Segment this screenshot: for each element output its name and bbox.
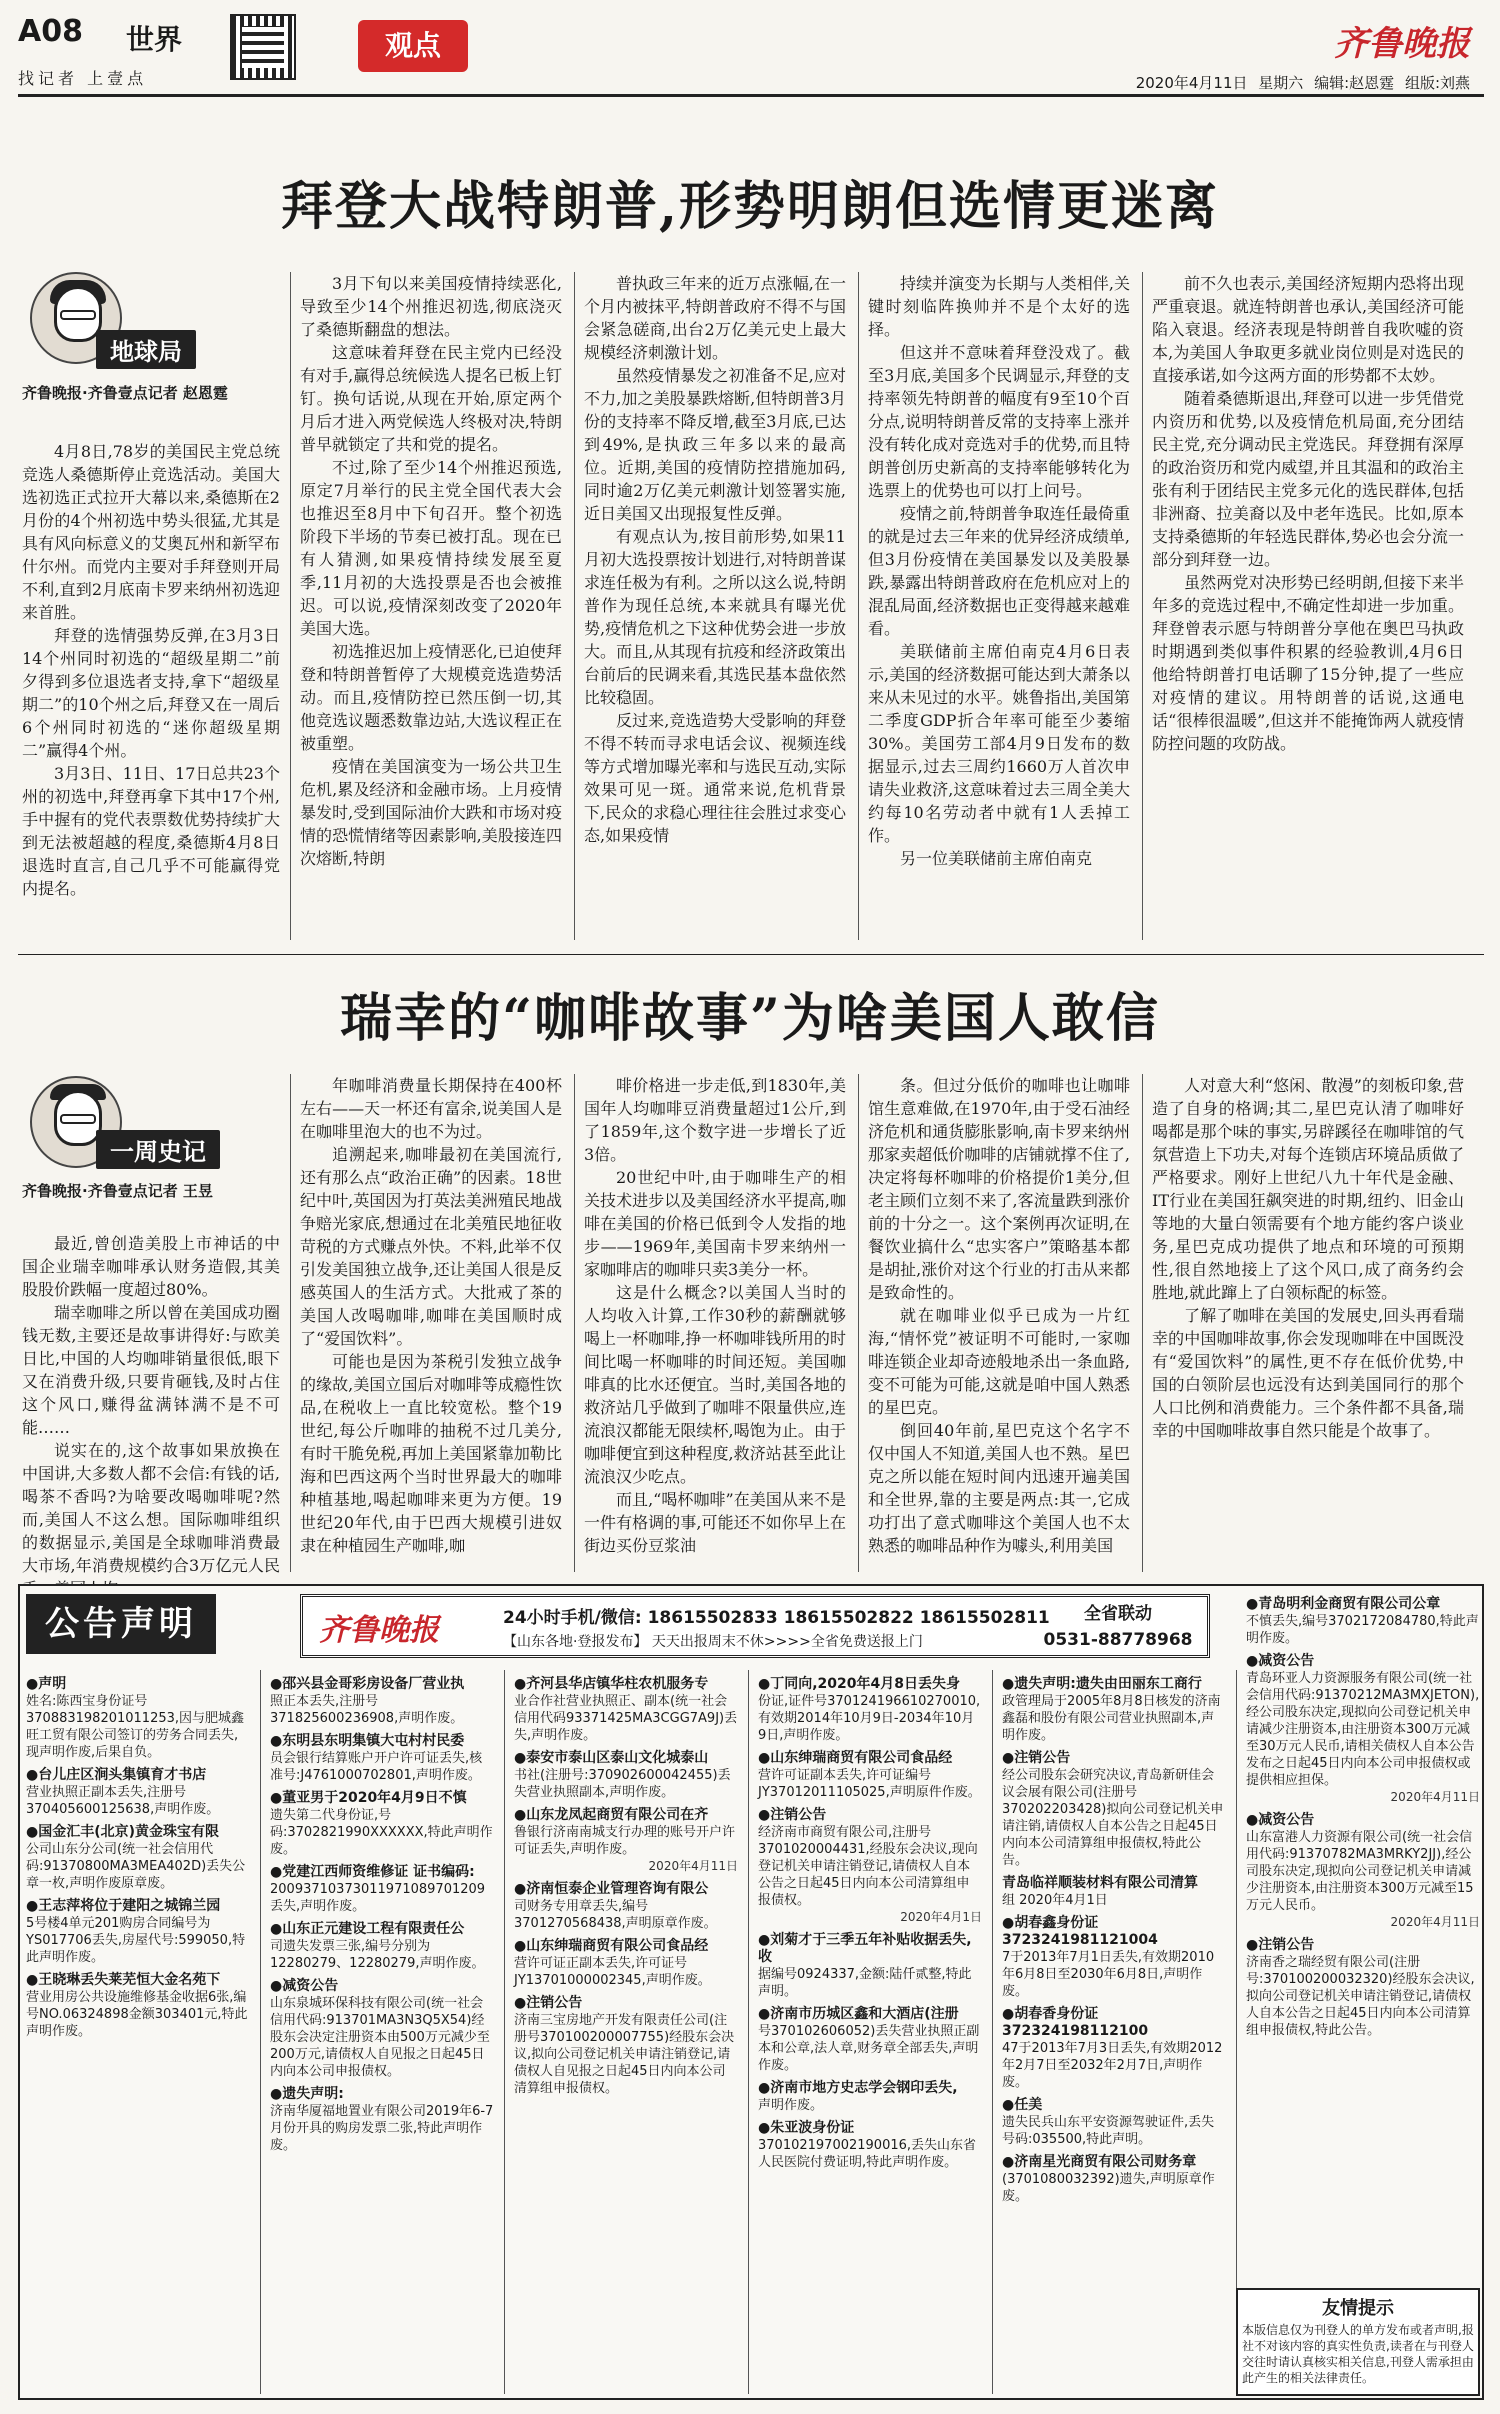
paragraph: 倒回40年前,星巴克这个名字不仅中国人不知道,美国人也不熟。星巴克之所以能在短时间内迅速开遍美国和全世界,靠的主要是两点:其一,它成功打出了意式咖啡这个美国人也不太熟悉的咖啡品种作为噱头,利用美国 (868, 1421, 1130, 1555)
notice-date: 2020年4月1日 (900, 1910, 982, 1924)
banner-phone: 24小时手机/微信: 18615502833 18615502822 18615502811 (503, 1608, 1050, 1628)
notice-text: 书社(注册号:370902600042455)丢失营业执照副本,声明作废。 (514, 1768, 731, 1800)
notice-heading: ●邵兴县金哥彩房设备厂营业执 (270, 1676, 465, 1692)
notice-item (26, 1972, 250, 2040)
paragraph: 但这并不意味着拜登没戏了。截至3月底,美国多个民调显示,拜登的支持率领先特朗普的幅度有9至10个百分点,说明特朗普反常的支持率上涨并没有转化成对竞选对手的优势,而且特朗普创历史新高的支持率能够转化为选票上的优势也可以打上问号。 (868, 343, 1130, 500)
notice-item (270, 1864, 494, 1915)
tip-title: 友情提示 (1322, 2298, 1394, 2319)
notice-text: 遗失第二代身份证,号码:3702821990XXXXXX,特此声明作废。 (270, 1808, 493, 1857)
notice-heading: ●注销公告 (514, 1995, 583, 2011)
notice-text: 照正本丢失,注册号371825600236908,声明作废。 (270, 1694, 464, 1726)
notice-heading: ●济南恒泰企业管理咨询有限公 (514, 1881, 709, 1897)
article1-headline: 拜登大战特朗普,形势明朗但选情更迷离 (280, 176, 1220, 237)
notice-text: 鲁银行济南南城支行办理的账号开户许可证丢失,声明作废。 (514, 1825, 736, 1857)
friendly-tip (1236, 2288, 1480, 2396)
notice-heading: ●台儿庄区涧头集镇育才书店 (26, 1767, 207, 1783)
notice-heading: ●减资公告 (270, 1978, 339, 1994)
notice-heading: ●胡春鑫身份证 3723241981121004 (1002, 1915, 1158, 1948)
notice-text: 20093710373011971089701209丢失,声明作废。 (270, 1882, 486, 1914)
column-divider (1142, 272, 1143, 940)
notice-text: 员会银行结算账户开户许可证丢失,核准号:J4761000702801,声明作废。 (270, 1751, 483, 1783)
article2-column-4 (868, 1074, 1130, 1572)
notice-heading: ●济南市历城区鑫和大酒店(注册 (758, 2006, 959, 2022)
paragraph: 不过,除了至少14个州推迟预选,原定7月举行的民主党全国代表大会也推迟至8月中下旬召开。整个初选阶段下半场的节奏已被打乱。现在已有人猜测,如果疫情持续发展至夏季,11月初的大选投票是否也会被推迟。可以说,疫情深刻改变了2020年美国大选。 (300, 458, 562, 638)
notice-item (514, 1750, 738, 1801)
notice-column-2 (270, 1676, 494, 2392)
masthead-rule (18, 94, 1484, 97)
notice-heading: ●王晓琳丢失莱芜恒大金名苑下 (26, 1972, 221, 1988)
article2-headline: 瑞幸的“咖啡故事”为啥美国人敢信 (340, 988, 1160, 1049)
notice-heading: ●胡春香身份证 372324198112100 (1002, 2006, 1149, 2039)
notice-heading: ●遗失声明:遗失由田丽东工商行 (1002, 1676, 1202, 1692)
notice-text: 政管理局于2005年8月8日核发的济南鑫磊和股份有限公司营业执照副本,声明作废。 (1002, 1694, 1221, 1743)
article1-column-3 (584, 272, 846, 940)
column-divider (858, 272, 859, 940)
paragraph: 了解了咖啡在美国的发展史,回头再看瑞幸的中国咖啡故事,你会发现咖啡在中国既没有“爱国饮料”的属性,更不存在低价优势,中国的白领阶层也远没有达到美国同行的那个人口比例和消费能力。三个条件都不具备,瑞幸的中国咖啡故事自然只能是个故事了。 (1152, 1306, 1464, 1440)
paragraph: 条。但过分低价的咖啡也让咖啡馆生意难做,在1970年,由于受石油经济危机和通货膨胀影响,南卡罗来纳州那家卖超低价咖啡的店铺就撑不住了,决定将每杯咖啡的价格提价1美分,但老主顾们立刻不来了,客流量跌到涨价前的十分之一。这个案例再次证明,在餐饮业搞什么“忠实客户”策略基本都是胡扯,涨价对这个行业的打击从来都是致命性的。 (868, 1076, 1130, 1302)
notice-item (758, 1807, 982, 1926)
notice-divider (748, 1670, 749, 2394)
notice-text: 经公司股东会研究决议,青岛新研佳会议会展有限公司(注册号370202203428)拟向公司登记机关申请注销,请债权人自本公告之日起45日内向本公司清算组申报债权,特此公告。 (1002, 1768, 1224, 1868)
notice-heading: ●注销公告 (1002, 1750, 1071, 1766)
article1-column-name: 地球局 (96, 330, 196, 369)
notice-item (270, 1733, 494, 1784)
notice-banner (300, 1594, 1210, 1658)
issue-date: 2020年4月11日 (1135, 74, 1248, 92)
issue-weekday: 星期六 (1258, 74, 1304, 92)
notice-heading: ●山东绅瑞商贸有限公司食品经 (758, 1750, 953, 1766)
paragraph: 而且,“喝杯咖啡”在美国从来不是一件有格调的事,可能还不如你早上在街边买份豆浆油 (584, 1490, 846, 1555)
notice-item (1246, 1596, 1480, 1647)
notice-text: 济南华厦福地置业有限公司2019年6-7月份开具的购房发票二张,特此声明作废。 (270, 2104, 494, 2153)
notice-item (758, 1750, 982, 1801)
paragraph: 初选推迟加上疫情恶化,已迫使拜登和特朗普暂停了大规模竞选造势活动。而且,疫情防控已然压倒一切,其他竞选议题悉数靠边站,大选议程正在被重塑。 (300, 642, 562, 753)
banner-logo: 齐鲁晚报 (319, 1613, 439, 1648)
notice-text: 营许可证正副本丢失,许可证号JY13701000002345,声明作废。 (514, 1956, 711, 1988)
notice-text: 7于2013年7月1日丢失,有效期2010年6月8日至2030年6月8日,声明作废。 (1002, 1950, 1215, 1999)
notice-heading: 青岛临祥顺装材料有限公司清算 (1002, 1875, 1198, 1891)
reporter-hotline-label: 找记者 上壹点 (18, 69, 148, 88)
notice-heading: ●泰安市泰山区泰山文化城泰山 (514, 1750, 709, 1766)
notice-column-3 (514, 1676, 738, 2392)
notice-text: 营许可证副本丢失,许可证编号JY37012011105025,声明原件作废。 (758, 1768, 981, 1800)
notice-column-5 (1002, 1676, 1226, 2392)
notice-item (758, 2006, 982, 2074)
qr-code-icon[interactable] (230, 14, 296, 80)
notice-heading: ●注销公告 (1246, 1937, 1315, 1953)
notice-heading: ●减资公告 (1246, 1653, 1315, 1669)
divider (18, 954, 1484, 955)
notice-divider (260, 1670, 261, 2394)
article2-column-2 (300, 1074, 562, 1572)
notice-heading: ●刘菊才于三季五年补贴收据丢失,收 (758, 1932, 972, 1965)
paragraph: 20世纪中叶,由于咖啡生产的相关技术进步以及美国经济水平提高,咖啡在美国的价格已低到令人发指的地步——1969年,美国南卡罗来纳州一家咖啡店的咖啡只卖3美分一杯。 (584, 1168, 846, 1279)
notice-heading: ●党建江西师资维修证 证书编码: (270, 1864, 475, 1880)
paragraph: 这意味着拜登在民主党内已经没有对手,赢得总统候选人提名已板上钉钉。换句话说,从现在开始,原定两个月后才进入两党候选人终极对决,特朗普早就锁定了共和党的提名。 (300, 343, 562, 454)
paragraph: 年咖啡消费量长期保持在400杯左右——天一杯还有富余,说美国人是在咖啡里泡大的也不为过。 (300, 1076, 562, 1141)
notice-item (270, 1790, 494, 1858)
notice-item (1246, 1653, 1480, 1806)
notice-item (1002, 1676, 1226, 1744)
notice-text: 青岛环亚人力资源服务有限公司(统一社会信用代码:91370212MA3MXJETON),经公司股东决定,现拟向公司登记机关申请减少注册资本,由注册资本300万元减至30万元人民币,请相关债权人自本公告发布之日起45日内向本公司申报债权或提供相应担保。 (1246, 1671, 1480, 1788)
notice-heading: ●减资公告 (1246, 1812, 1315, 1828)
hotline-number: 0531-88778968 (1043, 1630, 1193, 1650)
paragraph: 普执政三年来的近万点涨幅,在一个月内被抹平,特朗普政府不得不与国会紧急磋商,出台2万亿美元史上最大规模经济刺激计划。 (584, 274, 846, 362)
notice-heading: ●山东龙凤起商贸有限公司在齐 (514, 1807, 709, 1823)
notice-text: 山东泉城环保科技有限公司(统一社会信用代码:913701MA3N3Q5X54)经股东会决定注册资本由500万元减少至200万元,请债权人自见报之日起45日内向本公司申报债权。 (270, 1996, 490, 2079)
paragraph: 有观点认为,按目前形势,如果11月初大选投票按计划进行,对特朗普谋求连任极为有利。之所以这么说,特朗普作为现任总统,本来就具有曝光优势,疫情危机之下这种优势会进一步放大。而且,从其现有抗疫和经济政策出台前后的民调来看,其选民基本盘依然比较稳固。 (584, 527, 846, 707)
paragraph: 就在咖啡业似乎已成为一片红海,“情怀党”被证明不可能时,一家咖啡连锁企业却奇迹般地杀出一条血路,变不可能为可能,这就是咱中国人熟悉的星巴克。 (868, 1306, 1130, 1417)
notice-item (270, 2086, 494, 2154)
notice-text: 47于2013年7月3日丢失,有效期2012年2月7日至2032年2月7日,声明作废。 (1002, 2041, 1223, 2090)
notice-item (26, 1767, 250, 1818)
notice-item (1246, 1937, 1480, 2039)
column-divider (290, 1074, 291, 1572)
notice-divider (1236, 1670, 1237, 2394)
notice-text: 遗失民兵山东平安资源驾驶证件,丢失号码:035500,特此声明。 (1002, 2115, 1215, 2147)
editor: 编辑:赵恩霆 (1314, 74, 1395, 92)
paragraph: 另一位美联储前主席伯南克 (900, 849, 1093, 868)
hotline-box (1043, 1601, 1193, 1653)
notice-text: 司遗失发票三张,编号分别为12280279、12280279,声明作废。 (270, 1939, 485, 1971)
notice-heading: ●董亚男于2020年4月9日不慎 (270, 1790, 467, 1806)
column-divider (1142, 1074, 1143, 1572)
notice-text: 济南三宝房地产开发有限责任公司(注册号370100200007755)经股东会决议,拟向公司登记机关申请注销登记,请债权人自见报之日起45日内向本公司清算组申报债权。 (514, 2013, 735, 2096)
article1-column-1 (22, 440, 280, 940)
notice-item (1002, 2154, 1226, 2205)
paragraph: 这是什么概念?以美国人当时的人均收入计算,工作30秒的薪酬就够喝上一杯咖啡,挣一杯咖啡钱所用的时间比喝一杯咖啡的时间还短。美国咖啡真的比水还便宜。当时,美国各地的救济站几乎做到了咖啡不限量供应,连流浪汉都能无限续杯,喝饱为止。由于咖啡便宜到这种程度,救济站甚至此让流浪汉少吃点。 (584, 1283, 846, 1486)
notice-text: 公司山东分公司(统一社会信用代码:91370800MA3MEA402D)丢失公章一枚,声明作废原章废。 (26, 1842, 246, 1891)
paragraph: 3月3日、11日、17日总共23个州的初选中,拜登再拿下其中17个州,手中握有的党代表票数优势持续扩大到无法被超越的程度,桑德斯4月8日退选时直言,自己几乎不可能赢得党内提名。 (22, 764, 280, 898)
notice-text: 山东富港人力资源有限公司(统一社会信用代码:91370782MA3MRKY2JJ),经公司股东决定,现拟向公司登记机关申请减少注册资本,由注册资本300万元减至15万元人民币。 (1246, 1830, 1474, 1913)
notice-column-4 (758, 1676, 982, 2392)
layout-editor: 组版:刘燕 (1404, 74, 1470, 92)
notice-item (1002, 1915, 1226, 2000)
notice-item (758, 1932, 982, 2000)
paragraph: 持续并演变为长期与人类相伴,关键时刻临阵换帅并不是个太好的选择。 (868, 274, 1130, 339)
paragraph: 虽然两党对决形势已经明朗,但接下来半年多的竞选过程中,不确定性却进一步加重。拜登曾表示愿与特朗普分享他在奥巴马执政时期遇到类似事件积累的经验教训,4月6日他给特朗普打电话聊了15分钟,提了一些应对疫情的建议。用特朗普的话说,这通电话“很棒很温暖”,但这并不能掩饰两人就疫情防控问题的攻防战。 (1152, 573, 1464, 753)
notice-item (26, 1898, 250, 1966)
notice-item (1002, 1750, 1226, 1869)
paragraph: 可能也是因为茶税引发独立战争的缘故,美国立国后对咖啡等成瘾性饮品,在税收上一直比较宽松。整个19世纪,每公斤咖啡的抽税不过几美分,有时干脆免税,再加上美国紧靠加勒比海和巴西这两个当时世界最大的咖啡种植基地,喝起咖啡来更为方便。19世纪20年代,由于巴西大规模引进奴隶在种植园生产咖啡,咖 (300, 1352, 562, 1555)
tip-text: 本版信息仅为刊登人的单方发布或者声明,报社不对该内容的真实性负责,读者在与刊登人交往时请认真核实相关信息,刊登人需承担由此产生的相关法律责任。 (1242, 2323, 1474, 2385)
notice-item (270, 1676, 494, 1727)
paragraph: 美联储前主席伯南克4月6日表示,美国的经济数据可能达到大萧条以来从未见过的水平。姚鲁指出,美国第二季度GDP折合年率可能至少萎缩30%。美国劳工部4月9日发布的数据显示,过去三周约1660万人首次申请失业救济,这意味着过去三周全美大约每10名劳动者中就有1人丢掉工作。 (868, 642, 1130, 845)
paragraph: 说实在的,这个故事如果放换在中国讲,大多数人都不会信:有钱的话,喝茶不香吗?为啥要改喝咖啡呢?然而,美国人不这么想。国际咖啡组织的数据显示,美国是全球咖啡消费最大市场,年消费规模约合3万亿元人民 (22, 1441, 280, 1575)
notice-text: 号370102606052)丢失营业执照正副本和公章,法人章,财务章全部丢失,声明作废。 (758, 2024, 980, 2073)
paragraph: 拜登的选情强势反弹,在3月3日14个州同时初选的“超级星期二”前夕得到多位退选者支持,拿下“超级星期二”的10个州之后,拜登又在一周后6个州同时初选的“迷你超级星期二”赢得4个州。 (22, 626, 280, 760)
paragraph: 虽然疫情暴发之初准备不足,应对不力,加之美股暴跌熔断,但特朗普3月份的支持率不降反增,截至3月底,已达到49%,是执政三年多以来的最高位。近期,美国的疫情防控措施加码,同时逾2万亿美元刺激计划签署实施,近日美国又出现报复性反弹。 (584, 366, 846, 523)
column-divider (290, 272, 291, 940)
notice-heading: ●山东正元建设工程有限责任公 (270, 1921, 465, 1937)
notice-text: 据编号0924337,金额:陆仟贰整,特此声明。 (758, 1967, 972, 1999)
notice-heading: ●东明县东明集镇大屯村村民委 (270, 1733, 465, 1749)
notice-item (1246, 1812, 1480, 1931)
notice-item (1002, 2097, 1226, 2148)
article2-byline: 齐鲁晚报·齐鲁壹点记者 王昱 (22, 1182, 213, 1200)
notice-heading: ●遗失声明: (270, 2086, 344, 2102)
notice-date: 2020年4月11日 (1390, 1915, 1480, 1929)
notice-text: 业合作社营业执照正、副本(统一社会信用代码93371425MA3CGG7A9J)丢失,声明作废。 (514, 1694, 738, 1743)
column-divider (574, 272, 575, 940)
notice-heading: ●国金汇丰(北京)黄金珠宝有限 (26, 1824, 220, 1840)
notice-heading: ●任美 (1002, 2097, 1043, 2113)
hotline-label: 全省联动 (1084, 1604, 1152, 1624)
paragraph: 瑞幸咖啡之所以曾在美国成功圈钱无数,主要还是故事讲得好:与欧美日比,中国的人均咖啡销量很低,眼下又在消费升级,只要肯砸钱,及时占住这个风口,赚得盆满钵满不是不可能…… (22, 1303, 280, 1437)
notice-text: 营业执照正副本丢失,注册号370405600125638,声明作废。 (26, 1785, 220, 1817)
paragraph: 4月8日,78岁的美国民主党总统竞选人桑德斯停止竞选活动。美国大选初选正式拉开大幕以来,桑德斯在2月份的4个州初选中势头很猛,尤其是具有风向标意义的艾奥瓦州和新罕布什尔州。而党内主要对手拜登则开局不利,直到2月底南卡罗来纳州初选迎来首胜。 (22, 442, 280, 622)
notice-text: 济南香之瑞经贸有限公司(注册号:370100200032320)经股东会决议,拟向公司登记机关申请注销登记,请债权人自本公告之日起45日内向本公司清算组申报债权,特此公告。 (1246, 1955, 1475, 2038)
notice-item (758, 1676, 982, 1744)
notice-title: 公告声明 (26, 1594, 216, 1654)
notice-item (514, 1807, 738, 1875)
notice-divider (504, 1670, 505, 2394)
article1-column-2 (300, 272, 562, 940)
notice-heading: ●丁同向,2020年4月8日丢失身 (758, 1676, 960, 1692)
notice-item (514, 1881, 738, 1932)
notice-text: (3701080032392)遗失,声明原章作废。 (1002, 2172, 1215, 2204)
notice-heading: ●青岛明利金商贸有限公司公章 (1246, 1596, 1441, 1612)
paragraph: 3月下旬以来美国疫情持续恶化,导致至少14个州推迟初选,彻底浇灭了桑德斯翻盘的想法。 (300, 274, 562, 339)
notice-item (26, 1676, 250, 1761)
notice-item (514, 1676, 738, 1744)
masthead (18, 14, 1484, 96)
notice-text: 组 2020年4月1日 (1002, 1893, 1108, 1908)
notice-text: 370102197002190016,丢失山东省人民医院付费证明,特此声明作废。 (758, 2138, 977, 2170)
notice-heading: ●齐河县华店镇华柱农机服务专 (514, 1676, 709, 1692)
paragraph: 追溯起来,咖啡最初在美国流行,还有那么点“政治正确”的因素。18世纪中叶,英国因为打英法美洲殖民地战争赔光家底,想通过在北美殖民地征收苛税的方式赚点外快。不料,此举不仅引发美国独立战争,还让美国人很是反感英国人的生活方式。大批戒了茶的美国人改喝咖啡,咖啡在美国顺时成了“爱国饮料”。 (300, 1145, 562, 1348)
notice-text: 营业用房公共设施维修基金收据6张,编号NO.06324898金额303401元,特此声明作废。 (26, 1990, 248, 2039)
notice-heading: ●声明 (26, 1676, 67, 1692)
notice-heading: ●王志萍将位于建阳之城锦兰园 (26, 1898, 221, 1914)
article2-column-5 (1152, 1074, 1464, 1572)
paragraph: 疫情在美国演变为一场公共卫生危机,累及经济和金融市场。上月疫情暴发时,受到国际油价大跌和市场对疫情的恐慌情绪等因素影响,美股接连四次熔断,特朗 (300, 757, 562, 868)
notice-heading: ●济南市地方史志学会钢印丢失, (758, 2080, 958, 2096)
notice-section (18, 1584, 1484, 2400)
article1-column-5 (1152, 272, 1464, 940)
paragraph: 疫情之前,特朗普争取连任最倚重的就是过去三年来的优异经济成绩单,但3月份疫情在美国暴发以及美股暴跌,暴露出特朗普政府在危机应对上的混乱局面,经济数据也正变得越来越难看。 (868, 504, 1130, 638)
paragraph: 啡价格进一步走低,到1830年,美国年人均咖啡豆消费量超过1公斤,到了1859年,这个数字进一步增长了近3倍。 (584, 1076, 846, 1164)
paragraph: 前不久也表示,美国经济短期内恐将出现严重衰退。就连特朗普也承认,美国经济可能陷入衰退。经济表现是特朗普自我吹嘘的资本,为美国人争取更多就业岗位则是对选民的直接承诺,如今这两方面的形势都不太妙。 (1152, 274, 1464, 385)
article1-column-4 (868, 272, 1130, 940)
notice-text: 份证,证件号370124196610270010,有效期2014年10月9日-2034年10月9日,声明作废。 (758, 1694, 981, 1743)
banner-slogan: 【山东各地·登报发布】 天天出报周末不休>>>>全省免费送报上门 (503, 1634, 923, 1650)
column-tag: 观点 (358, 20, 468, 72)
notice-item (270, 1978, 494, 2080)
notice-item (758, 2120, 982, 2171)
notice-item (514, 1938, 738, 1989)
notice-date: 2020年4月11日 (1390, 1790, 1480, 1804)
notice-heading: ●注销公告 (758, 1807, 827, 1823)
notice-text: 声明作废。 (758, 2098, 824, 2113)
column-divider (858, 1074, 859, 1572)
notice-column-6 (1246, 1596, 1480, 2276)
dateline (1136, 72, 1470, 93)
article1-byline: 齐鲁晚报·齐鲁壹点记者 赵恩霆 (22, 384, 228, 402)
article2-column-name: 一周史记 (96, 1130, 220, 1169)
article2-column-3 (584, 1074, 846, 1572)
notice-heading: ●朱亚波身份证 (758, 2120, 855, 2136)
paragraph: 随着桑德斯退出,拜登可以进一步凭借党内资历和优势,以及疫情危机局面,充分团结民主党,充分调动民主党选民。拜登拥有深厚的政治资历和党内威望,并且其温和的政治主张有利于团结民主党多元化的选民群体,包括非洲裔、拉美裔以及中老年选民。比如,原本支持桑德斯的年轻选民群体,势必也会分流一部分到拜登一边。 (1152, 389, 1464, 569)
notice-text: 经济南市商贸有限公司,注册号3701020004431,经股东会决议,现向登记机关申请注销登记,请债权人自本公告之日起45日内向本公司清算组申报债权。 (758, 1825, 978, 1908)
notice-item (270, 1921, 494, 1972)
notice-item (1002, 2006, 1226, 2091)
paragraph: 最近,曾创造美股上市神话的中国企业瑞幸咖啡承认财务造假,其美股股价跌幅一度超过80%。 (22, 1234, 280, 1299)
notice-column-1 (26, 1676, 250, 2392)
notice-heading: ●山东绅瑞商贸有限公司食品经 (514, 1938, 709, 1954)
column-divider (574, 1074, 575, 1572)
notice-text: 姓名:陈西宝身份证号370883198201011253,因与肥城鑫旺工贸有限公司签订的劳务合同丢失,现声明作废,后果自负。 (26, 1694, 245, 1760)
paragraph: 人对意大利“悠闲、散漫”的刻板印象,营造了自身的格调;其二,星巴克认清了咖啡好喝都是那个味的事实,另辟蹊径在咖啡馆的气氛营造上下功夫,对每个连锁店环境品质做了严格要求。刚好上世纪八九十年代是金融、IT行业在美国狂飙突进的时期,纽约、旧金山等地的大量白领需要有个地方能约客户谈业务,星巴克成功提供了地点和环境的可预期性,很自然地接上了这个风口,成了商务约会胜地,就此蹿上了白领标配的标签。 (1152, 1076, 1464, 1302)
paragraph: 反过来,竞选造势大受影响的拜登不得不转而寻求电话会议、视频连线等方式增加曝光率和与选民互动,实际效果可见一斑。通常来说,危机背景下,民众的求稳心理往往会胜过求变心态,如果疫情 (584, 711, 846, 845)
notice-text: 5号楼4单元201购房合同编号为YS017706丢失,房屋代号:599050,特此声明作废。 (26, 1916, 246, 1965)
notice-item (1002, 1875, 1226, 1909)
page-number: A08 (18, 14, 83, 49)
newspaper-logo: 齐鲁晚报 (1334, 24, 1470, 64)
notice-date: 2020年4月11日 (648, 1859, 738, 1873)
article2-column-1 (22, 1232, 280, 1575)
notice-item (758, 2080, 982, 2114)
notice-heading: ●济南星光商贸有限公司财务章 (1002, 2154, 1197, 2170)
notice-divider (992, 1670, 993, 2394)
notice-text: 不慎丢失,编号3702172084780,特此声明作废。 (1246, 1614, 1479, 1646)
notice-item (26, 1824, 250, 1892)
section-name: 世界 (126, 23, 183, 56)
notice-item (514, 1995, 738, 2097)
notice-text: 司财务专用章丢失,编号3701270568438,声明原章作废。 (514, 1899, 717, 1931)
